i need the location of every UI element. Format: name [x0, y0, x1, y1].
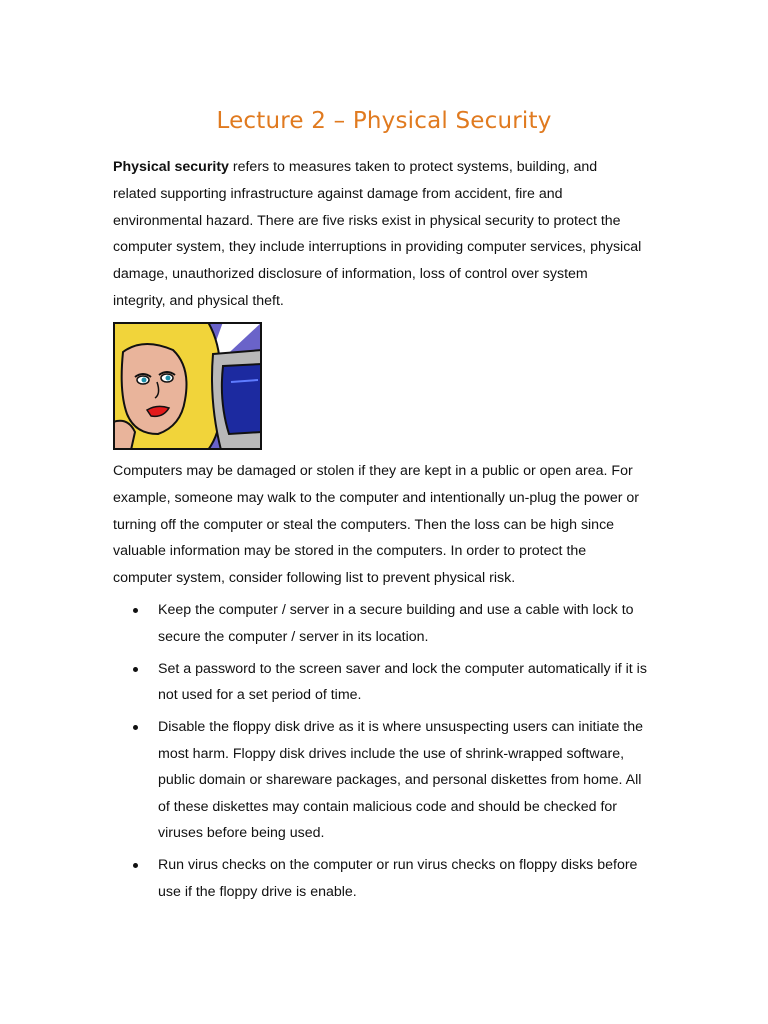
- bullet-icon: [133, 667, 138, 672]
- list-item: [113, 852, 653, 905]
- intro-paragraph: [113, 154, 643, 315]
- body-paragraph: Computers may be damaged or stolen if they are kept in a public or open area. For example, someone may walk to the computer and intentionally un-plug the power or turning off the computer or steal the computers. Then the loss can be high since valuable information may be stored in the computers. In order to protect the computer system, consider following list to prevent physical risk.: [113, 463, 640, 587]
- list-item: [113, 656, 653, 709]
- bullet-icon: [133, 863, 138, 868]
- woman-at-computer-clipart: [113, 322, 262, 450]
- list-item: [113, 714, 653, 847]
- list-item: [113, 597, 653, 650]
- list-item-text: Disable the floppy disk drive as it is where unsuspecting users can initiate the most harm. Floppy disk drives include the use of shrink-wrapped software, public domain or shareware packages, and personal diskettes from home. All of these diskettes may contain malicious code and should be checked for viruses before being used.: [158, 719, 643, 841]
- bullet-icon: [133, 725, 138, 730]
- list-item-text: Set a password to the screen saver and lock the computer automatically if it is not used for a set period of time.: [158, 660, 647, 703]
- page-title: Lecture 2 – Physical Security: [216, 108, 552, 134]
- intro-lead-term: Physical security: [113, 159, 229, 175]
- intro-text: refers to measures taken to protect systems, building, and related supporting infrastructure against damage from accident, fire and environmental hazard. There are five risks exist in physical security to protect the computer system, they include interruptions in providing computer services, physical damage, unauthorized disclosure of information, loss of control over system integrity, and physical theft.: [113, 159, 642, 309]
- list-item-text: Keep the computer / server in a secure building and use a cable with lock to secure the computer / server in its location.: [158, 602, 634, 645]
- list-item-text: Run virus checks on the computer or run virus checks on floppy disks before use if the floppy drive is enable.: [158, 857, 638, 900]
- prevention-list: [113, 597, 653, 911]
- bullet-icon: [133, 608, 138, 613]
